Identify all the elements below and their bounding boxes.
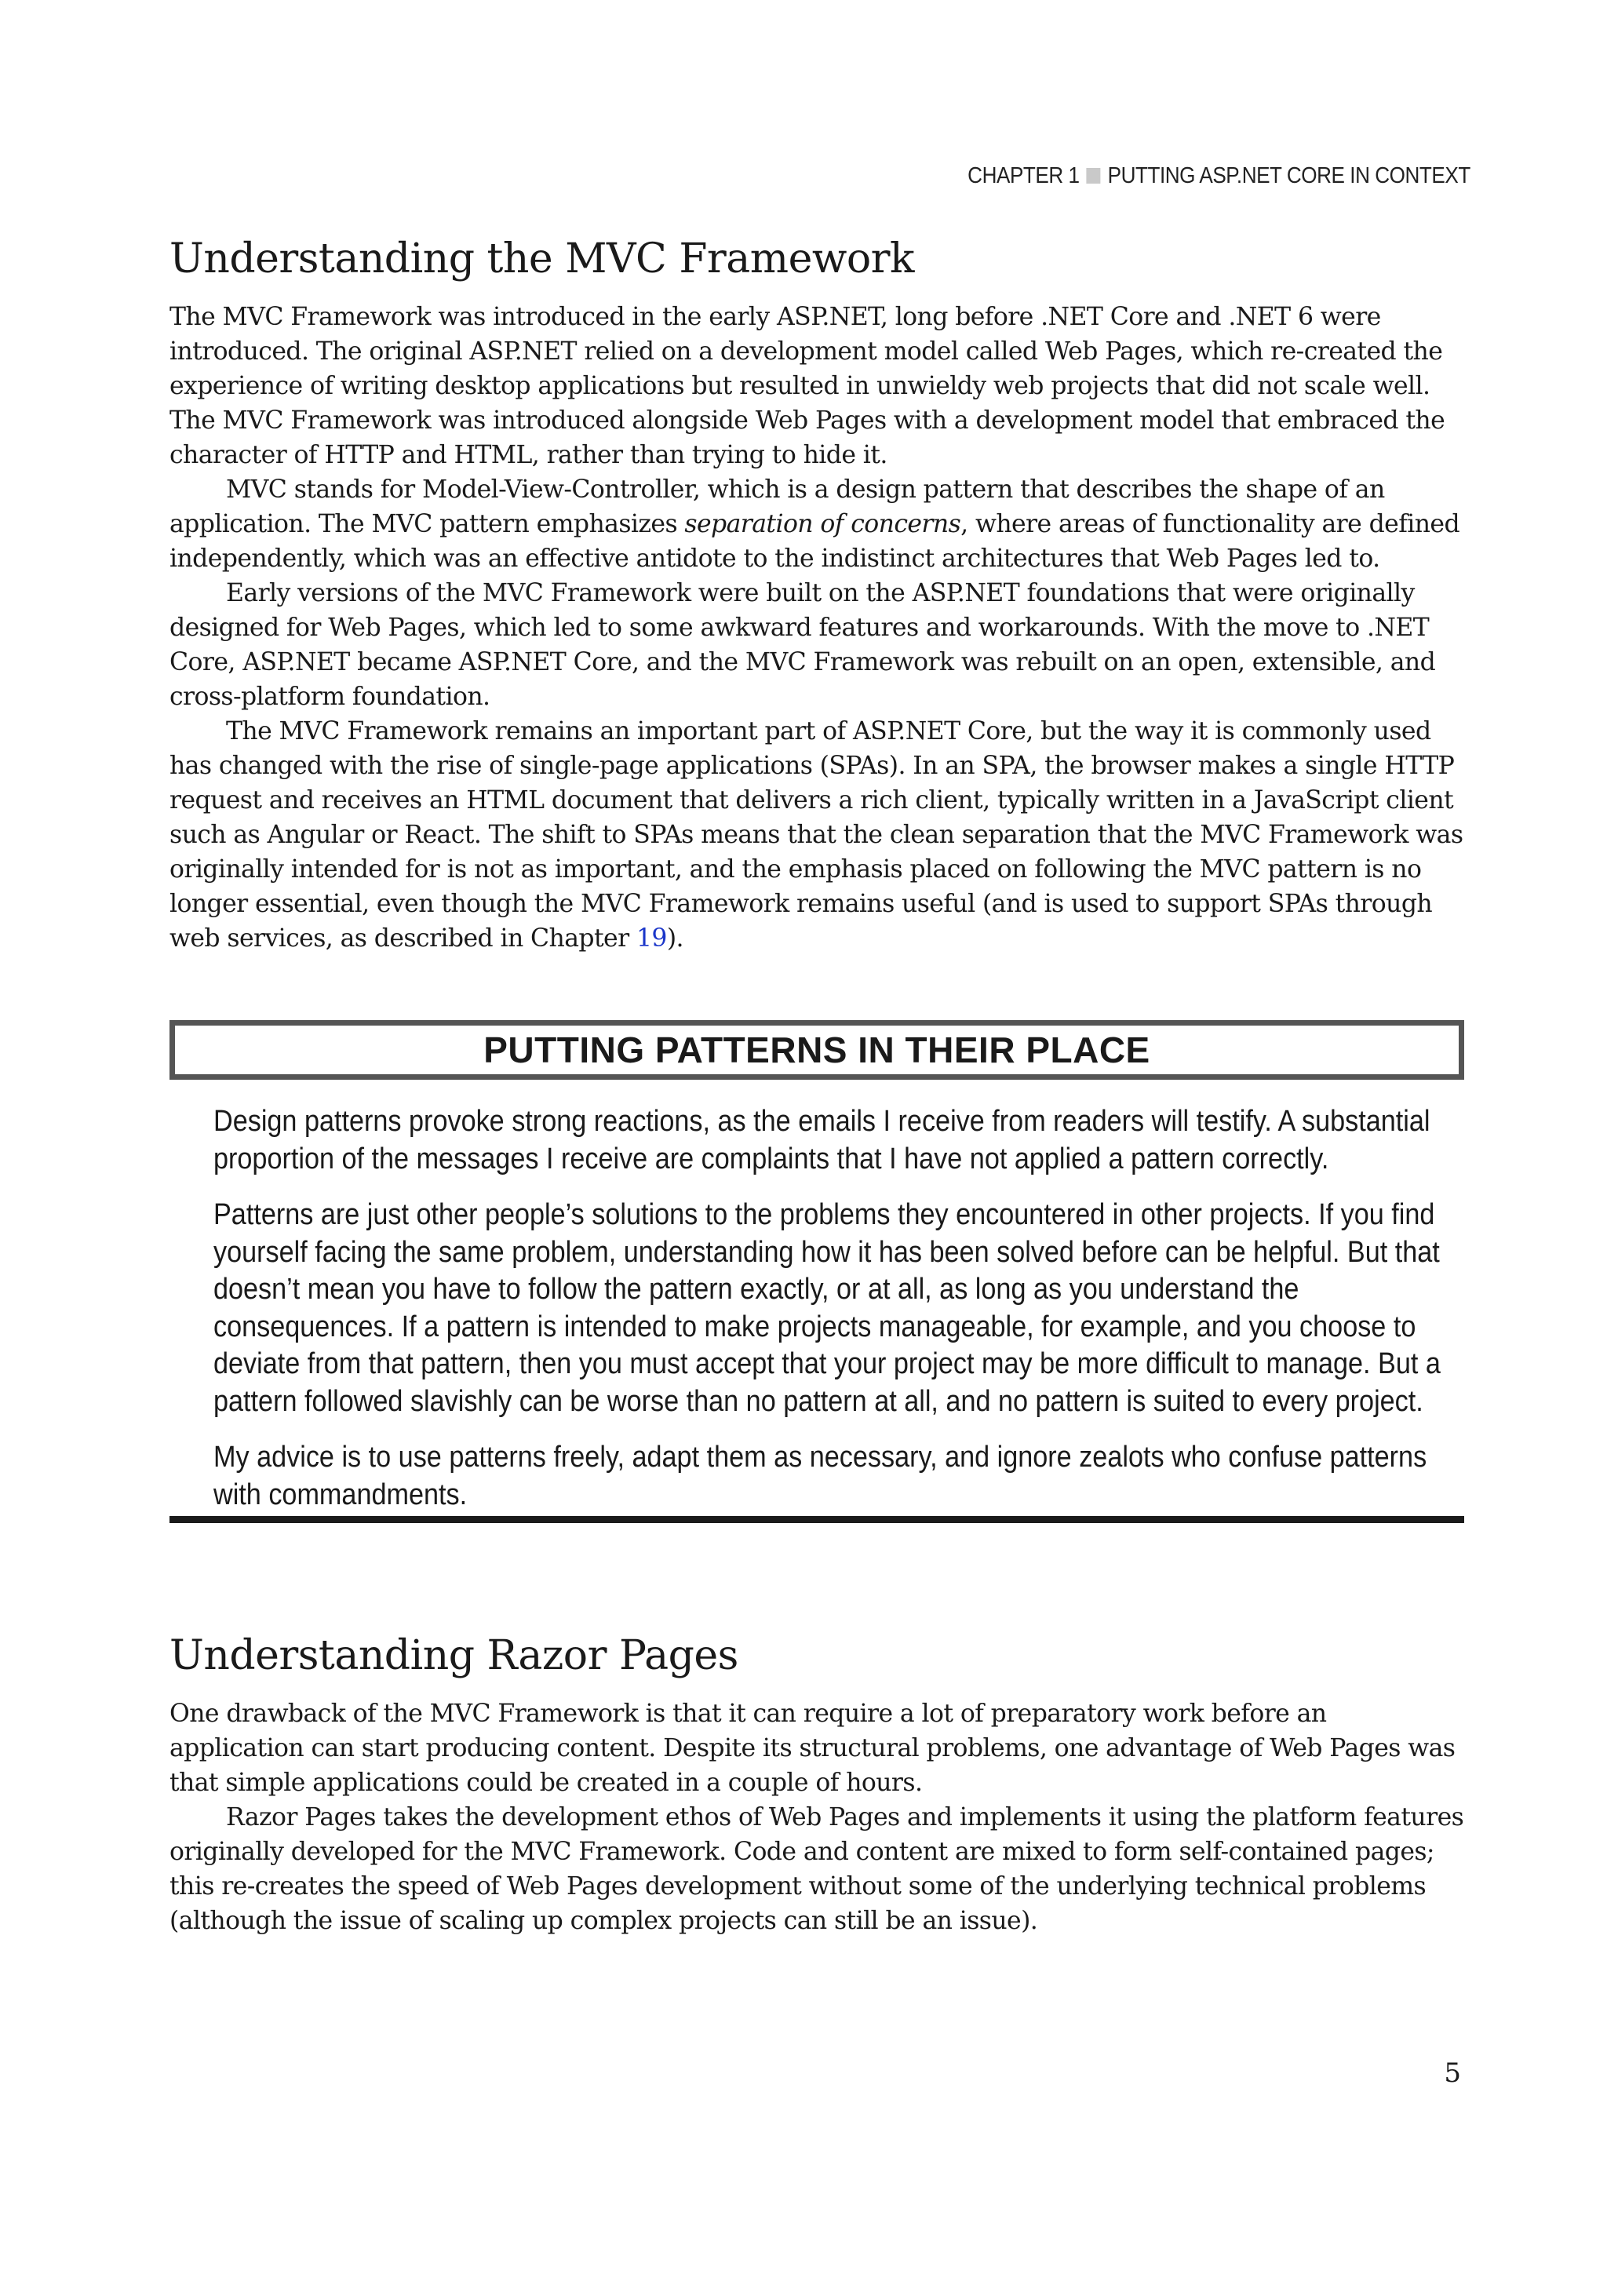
paragraph-text: , where areas of functionality are defined independently, which was an effective antidote to the indistinct architectures that Web Pages led to. <box>169 510 1460 573</box>
paragraph <box>169 714 1464 956</box>
paragraph-text: MVC stands for Model-View-Controller, which is a design pattern that describes the shape of an application. The MVC pattern emphasizes <box>169 476 1385 538</box>
section-body-mvc <box>169 300 1464 956</box>
paragraph: The MVC Framework was introduced in the early ASP.NET, long before .NET Core and .NET 6 were introduced. The original ASP.NET relied on a development model called Web Pages, which re-created the experience of writing desktop applications but resulted in unwieldy web projects that did not scale well. The MVC Framework was introduced alongside Web Pages with a development model that embraced the character of HTTP and HTML, rather than trying to hide it. <box>169 303 1445 469</box>
paragraph-text: The MVC Framework remains an important part of ASP.NET Core, but the way it is commonly used has changed with the rise of single-page applications (SPAs). In an SPA, the browser makes a single HTTP request and receives an HTML document that delivers a rich client, typically written in a JavaScript client such as Angular or React. The shift to SPAs means that the clean separation that the MVC Framework was originally intended for is not as important, and the emphasis placed on following the MVC pattern is no longer essential, even though the MVC Framework remains useful (and is used to support SPAs through web services, as described in Chapter <box>169 717 1463 953</box>
paragraph: One drawback of the MVC Framework is that it can require a lot of preparatory work before an application can start producing content. Despite its structural problems, one advantage of Web Pages was that simple applications could be created in a couple of hours. <box>169 1700 1456 1797</box>
sidebar-title: PUTTING PATTERNS IN THEIR PLACE <box>483 1030 1150 1070</box>
section-body-razor <box>169 1696 1464 1938</box>
section-razor-pages <box>169 1632 1464 1938</box>
chapter-title: PUTTING ASP.NET CORE IN CONTEXT <box>1107 163 1470 188</box>
sidebar-body <box>213 1103 1469 1514</box>
section-mvc-framework <box>169 235 1464 956</box>
sidebar-paragraph: Design patterns provoke strong reactions, as the emails I receive from readers will testify. A substantial proportion of the messages I receive are complaints that I have not applied a pattern correctly. <box>213 1105 1430 1175</box>
sidebar-paragraph: Patterns are just other people’s solutions to the problems they encountered in other projects. If you find yourself facing the same problem, understanding how it has been solved before can be helpful. But that doesn’t mean you have to follow the pattern exactly, or at all, as long as you understand the consequences. If a pattern is intended to make projects manageable, for example, and you choose to deviate from that pattern, then you must accept that your project may be more difficult to manage. But a pattern followed slavishly can be worse than no pattern at all, and no pattern is suited to every project. <box>213 1198 1441 1418</box>
sidebar-bottom-rule <box>169 1516 1464 1523</box>
emphasis-text: separation of concerns <box>684 510 961 538</box>
running-header <box>967 163 1470 189</box>
section-heading-mvc: Understanding the MVC Framework <box>169 235 915 282</box>
paragraph <box>169 472 1464 576</box>
section-heading-razor: Understanding Razor Pages <box>169 1632 738 1679</box>
page-number: 5 <box>1444 2057 1461 2089</box>
sidebar-title-box <box>169 1020 1464 1080</box>
header-separator-square <box>1087 168 1101 184</box>
chapter-label: CHAPTER 1 <box>967 163 1080 188</box>
paragraph: Early versions of the MVC Framework were built on the ASP.NET foundations that were originally designed for Web Pages, which led to some awkward features and workarounds. With the move to .NET Core, ASP.NET became ASP.NET Core, and the MVC Framework was rebuilt on an open, extensible, and cross-platform foundation. <box>169 579 1436 711</box>
chapter-19-link[interactable]: 19 <box>636 924 667 953</box>
paragraph: Razor Pages takes the development ethos of Web Pages and implements it using the platform features originally developed for the MVC Framework. Code and content are mixed to form self-contained pages; this re-creates the speed of Web Pages development without some of the underlying technical problems (although the issue of scaling up complex projects can still be an issue). <box>169 1803 1464 1935</box>
sidebar-paragraph: My advice is to use patterns freely, adapt them as necessary, and ignore zealots who confuse patterns with commandments. <box>213 1441 1427 1511</box>
paragraph-text: ). <box>666 924 683 953</box>
